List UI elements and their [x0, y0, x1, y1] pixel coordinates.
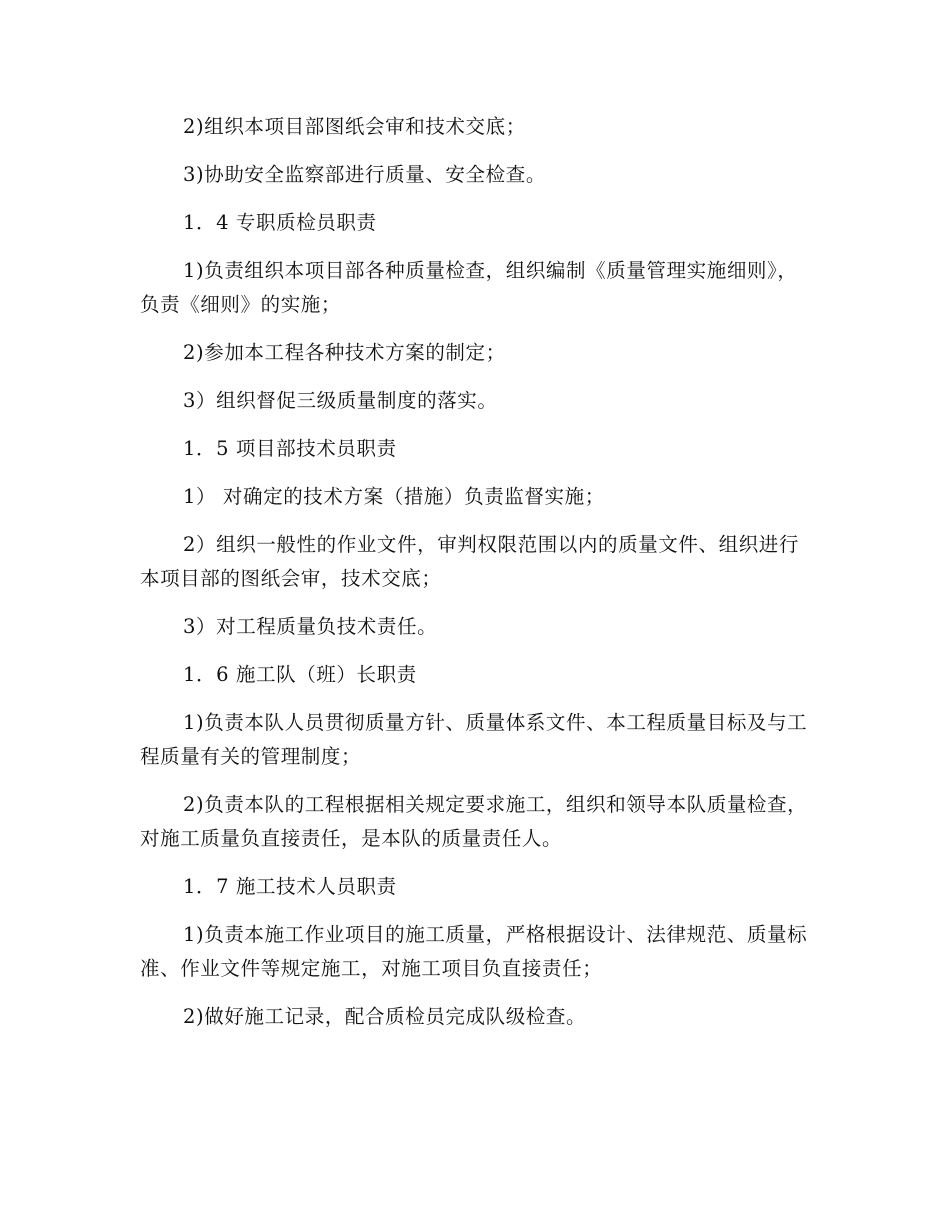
paragraph-item: 2)负责本队的工程根据相关规定要求施工，组织和领导本队质量检查，对施工质量负直接责任，是本队的质量责任人。 — [140, 793, 808, 850]
paragraph-item: 1） 对确定的技术方案（措施）负责监督实施； — [183, 485, 605, 508]
paragraph-item: 2)组织本项目部图纸会审和技术交底； — [183, 115, 526, 138]
section-heading: 1．5 项目部技术员职责 — [183, 437, 397, 460]
paragraph-item: 2)做好施工记录，配合质检员完成队级检查。 — [183, 1005, 587, 1028]
paragraph-item: 3）对工程质量负技术责任。 — [183, 615, 438, 638]
document-body — [140, 110, 810, 1048]
paragraph-item: 1)负责本施工作业项目的施工质量，严格根据设计、法律规范、质量标准、作业文件等规定施工，对施工项目负直接责任； — [140, 923, 808, 980]
section-heading: 1．4 专职质检员职责 — [183, 211, 377, 234]
section-heading: 1．7 施工技术人员职责 — [183, 875, 397, 898]
paragraph-item: 3）组织督促三级质量制度的落实。 — [183, 389, 498, 412]
section-heading: 1．6 施工队（班）长职责 — [183, 663, 417, 686]
paragraph-item: 2)参加本工程各种技术方案的制定； — [183, 341, 506, 364]
paragraph-item: 1)负责组织本项目部各种质量检查，组织编制《质量管理实施细则》，负责《细则》的实施； — [140, 259, 798, 316]
paragraph-item: 2）组织一般性的作业文件，审判权限范围以内的质量文件、组织进行本项目部的图纸会审，技术交底； — [140, 533, 800, 590]
paragraph-item: 3)协助安全监察部进行质量、安全检查。 — [183, 163, 546, 186]
paragraph-item: 1)负责本队人员贯彻质量方针、质量体系文件、本工程质量目标及与工程质量有关的管理制度； — [140, 711, 808, 768]
